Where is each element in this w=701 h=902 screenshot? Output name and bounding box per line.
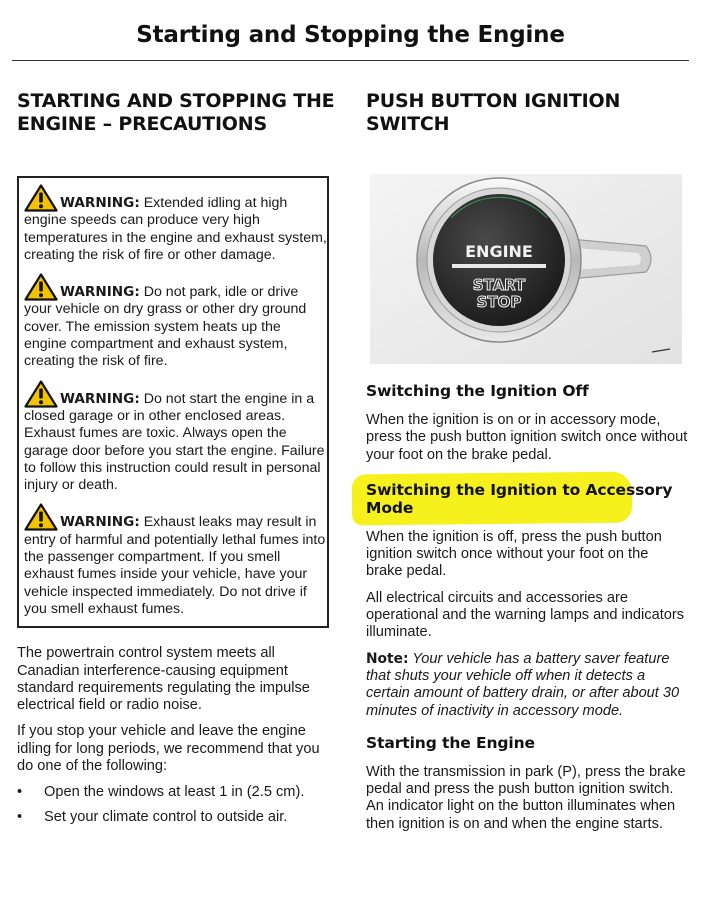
- ignition-off-heading: Switching the Ignition Off: [366, 382, 589, 400]
- interference-paragraph: The powertrain control system meets all Canadian interference-causing equipment standard requirements regulating the impulse electrical field or radio noise.: [17, 645, 310, 714]
- warning-triangle-icon: [24, 503, 58, 531]
- warning-2: [24, 273, 327, 370]
- warning-label: WARNING:: [60, 514, 140, 531]
- note-text: Your vehicle has a battery saver feature that shuts your vehicle off when it detects a certain amount of battery drain, or after about 30 minutes of inactivity in accessory mode.: [366, 650, 680, 719]
- button-label-start: START: [472, 276, 526, 294]
- precautions-heading: STARTING AND STOPPING THE ENGINE – PRECAUTIONS: [17, 90, 335, 135]
- accessory-mode-heading: Switching the Ignition to Accessory Mode: [366, 480, 673, 517]
- ignition-off-text: When the ignition is on or in accessory mode, press the push button ignition switch once without your foot on the brake pedal.: [366, 412, 688, 463]
- page-title: Starting and Stopping the Engine: [136, 22, 565, 48]
- warning-3: [24, 380, 327, 495]
- warning-label: WARNING:: [60, 390, 140, 407]
- starting-engine-heading: Starting the Engine: [366, 733, 535, 752]
- accessory-text-1: When the ignition is off, press the push button ignition switch once without your foot on the brake pedal.: [366, 528, 662, 580]
- warning-text: Do not park, idle or drive your vehicle on dry grass or other dry ground cover. The emission system heats up the engine compartment and exhaust system, creating the risk of fire.: [24, 284, 307, 370]
- accessory-heading-highlight: [352, 473, 688, 524]
- left-body: [17, 645, 335, 826]
- warning-4: [24, 503, 327, 618]
- idling-paragraph: If you stop your vehicle and leave the engine idling for long periods, we recommend that you do one of the following:: [17, 723, 320, 775]
- accessory-text-2: All electrical circuits and accessories are operational and the warning lamps and indicators illuminate.: [366, 589, 685, 641]
- button-label-engine: ENGINE: [465, 242, 533, 261]
- push-button-heading: PUSH BUTTON IGNITION SWITCH: [366, 90, 621, 135]
- list-item: • Open the windows at least 1 in (2.5 cm).: [17, 784, 335, 801]
- warning-text: Do not start the engine in a closed garage or in other enclosed areas. Exhaust fumes are toxic. Always open the garage door before you start the engine. Failure to follow this instruction could result in personal injury or death.: [24, 390, 325, 494]
- note-label: Note:: [366, 650, 409, 667]
- title-divider: [12, 60, 689, 61]
- ignition-button-photo: [366, 174, 682, 364]
- warning-text: Extended idling at high engine speeds can produce very high temperatures in the engine and exhaust system, creating the risk of fire or other damage.: [24, 195, 327, 263]
- push-button-ignition-illustration: [366, 174, 682, 364]
- warning-label: WARNING:: [60, 195, 140, 211]
- list-item: • Set your climate control to outside air.: [17, 809, 335, 826]
- warning-text: Exhaust leaks may result in entry of harmful and potentially lethal fumes into the passenger compartment. If you smell exhaust fumes inside your vehicle, have your vehicle inspected immediately. Do not drive if you smell exhaust fumes.: [24, 514, 326, 617]
- warning-triangle-icon: [24, 273, 58, 301]
- warning-triangle-icon: [24, 380, 58, 408]
- button-label-stop: STOP: [476, 293, 522, 311]
- warning-1: [24, 184, 327, 264]
- warning-label: WARNING:: [60, 284, 140, 301]
- right-column: [366, 90, 688, 842]
- warning-triangle-icon: [24, 184, 58, 212]
- recommendation-list: [17, 784, 335, 826]
- warnings-box: [17, 176, 329, 628]
- starting-engine-text: With the transmission in park (P), press the brake pedal and press the push button ignition switch. An indicator light on the button illuminates when then ignition is on and when the engine starts.: [366, 763, 686, 832]
- battery-saver-note: [366, 651, 688, 720]
- left-column: [17, 90, 335, 833]
